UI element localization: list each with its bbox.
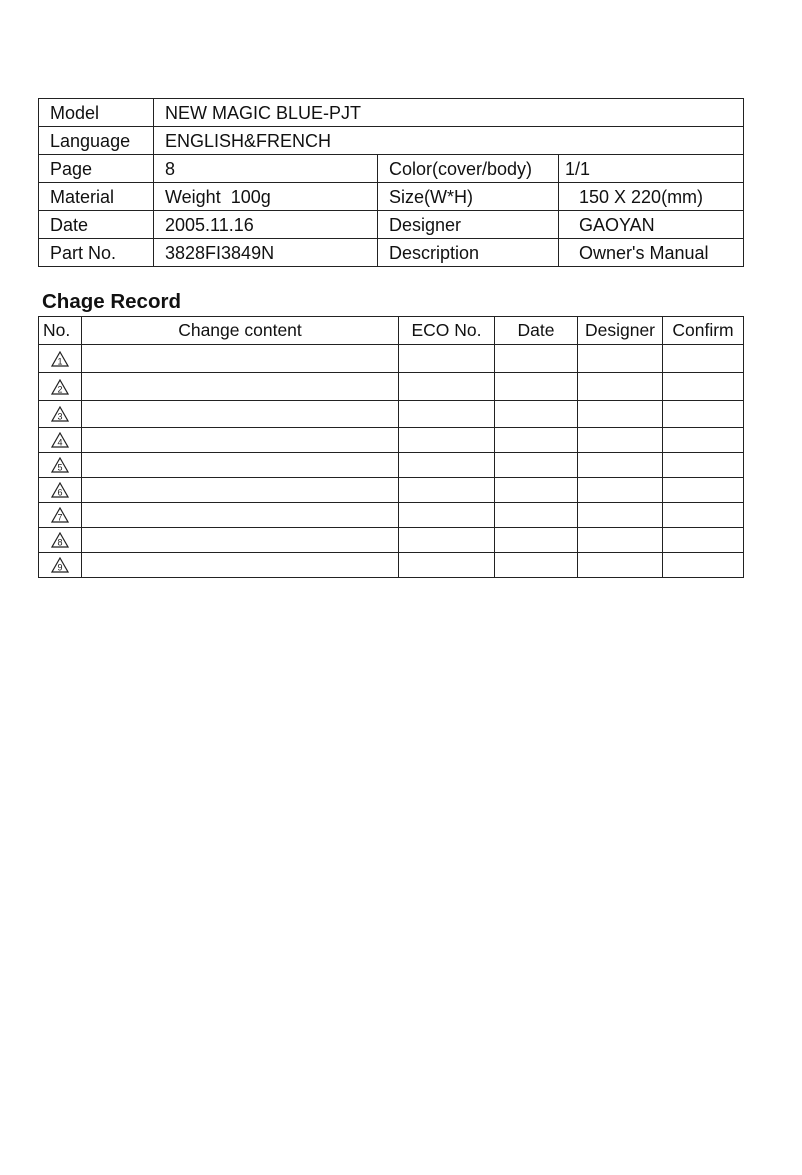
revision-number-cell (39, 478, 82, 503)
table-row (39, 453, 744, 478)
color-label: Color(cover/body) (378, 155, 559, 183)
table-row (39, 345, 744, 373)
eco-no-cell (399, 401, 495, 428)
spec-row-date (39, 211, 744, 239)
model-label: Model (39, 99, 154, 127)
eco-no-cell (399, 453, 495, 478)
language-label: Language (39, 127, 154, 155)
revision-number-cell (39, 528, 82, 553)
eco-no-cell (399, 345, 495, 373)
table-row (39, 401, 744, 428)
header-date: Date (495, 317, 578, 345)
revision-number: 2 (57, 384, 63, 394)
confirm-cell (663, 428, 744, 453)
header-eco-no: ECO No. (399, 317, 495, 345)
spec-row-part (39, 239, 744, 267)
date-cell (495, 345, 578, 373)
revision-number: 5 (57, 462, 63, 473)
date-cell (495, 453, 578, 478)
designer-cell (578, 478, 663, 503)
designer-cell (578, 373, 663, 401)
confirm-cell (663, 503, 744, 528)
revision-number: 6 (57, 487, 63, 498)
spec-table (38, 98, 744, 267)
revision-number-cell (39, 345, 82, 373)
revision-number: 4 (57, 437, 63, 448)
header-change-content: Change content (82, 317, 399, 345)
change-content-cell (82, 528, 399, 553)
change-record-body (39, 345, 744, 578)
change-content-cell (82, 345, 399, 373)
date-cell (495, 503, 578, 528)
spec-row-page (39, 155, 744, 183)
change-content-cell (82, 503, 399, 528)
eco-no-cell (399, 428, 495, 453)
spec-row-language (39, 127, 744, 155)
size-label: Size(W*H) (378, 183, 559, 211)
size-value: 150 X 220(mm) (559, 183, 744, 211)
confirm-cell (663, 401, 744, 428)
revision-triangle-icon (51, 457, 69, 473)
revision-number-cell (39, 453, 82, 478)
revision-number: 3 (57, 411, 63, 422)
table-row (39, 428, 744, 453)
revision-number-cell (39, 401, 82, 428)
eco-no-cell (399, 373, 495, 401)
designer-cell (578, 401, 663, 428)
table-row (39, 503, 744, 528)
eco-no-cell (399, 503, 495, 528)
eco-no-cell (399, 478, 495, 503)
date-cell (495, 373, 578, 401)
revision-triangle-icon (51, 557, 69, 573)
revision-number: 8 (57, 537, 63, 548)
date-value: 2005.11.16 (154, 211, 378, 239)
revision-number: 9 (57, 562, 63, 573)
eco-no-cell (399, 553, 495, 578)
revision-triangle-icon (51, 351, 69, 367)
designer-label: Designer (378, 211, 559, 239)
change-content-cell (82, 453, 399, 478)
designer-cell (578, 453, 663, 478)
confirm-cell (663, 453, 744, 478)
revision-number-cell (39, 373, 82, 401)
designer-cell (578, 553, 663, 578)
change-content-cell (82, 401, 399, 428)
header-no: No. (39, 317, 82, 345)
eco-no-cell (399, 528, 495, 553)
table-row (39, 528, 744, 553)
confirm-cell (663, 478, 744, 503)
date-label: Date (39, 211, 154, 239)
confirm-cell (663, 345, 744, 373)
revision-number: 7 (57, 512, 63, 523)
revision-triangle-icon (51, 532, 69, 548)
table-row (39, 553, 744, 578)
material-label: Material (39, 183, 154, 211)
model-value: NEW MAGIC BLUE-PJT (154, 99, 744, 127)
description-value: Owner's Manual (559, 239, 744, 267)
table-row (39, 373, 744, 401)
change-record-header-row (39, 317, 744, 345)
page-value: 8 (154, 155, 378, 183)
revision-number-cell (39, 503, 82, 528)
date-cell (495, 401, 578, 428)
spec-row-model (39, 99, 744, 127)
part-value: 3828FI3849N (154, 239, 378, 267)
change-content-cell (82, 553, 399, 578)
change-content-cell (82, 373, 399, 401)
table-row (39, 478, 744, 503)
date-cell (495, 553, 578, 578)
page-label: Page (39, 155, 154, 183)
revision-triangle-icon (51, 406, 69, 422)
date-cell (495, 478, 578, 503)
designer-cell (578, 428, 663, 453)
change-content-cell (82, 478, 399, 503)
part-label: Part No. (39, 239, 154, 267)
material-value: Weight 100g (154, 183, 378, 211)
designer-value: GAOYAN (559, 211, 744, 239)
confirm-cell (663, 553, 744, 578)
revision-triangle-icon (51, 507, 69, 523)
date-cell (495, 428, 578, 453)
revision-number-cell (39, 553, 82, 578)
designer-cell (578, 528, 663, 553)
change-record-title: Chage Record (42, 290, 181, 313)
language-value: ENGLISH&FRENCH (154, 127, 744, 155)
designer-cell (578, 345, 663, 373)
confirm-cell (663, 528, 744, 553)
revision-triangle-icon (51, 482, 69, 498)
date-cell (495, 528, 578, 553)
description-label: Description (378, 239, 559, 267)
spec-row-material (39, 183, 744, 211)
confirm-cell (663, 373, 744, 401)
designer-cell (578, 503, 663, 528)
color-value: 1/1 (559, 155, 744, 183)
revision-number: 1 (57, 356, 63, 366)
revision-number-cell (39, 428, 82, 453)
change-content-cell (82, 428, 399, 453)
header-confirm: Confirm (663, 317, 744, 345)
revision-triangle-icon (51, 379, 69, 395)
change-record-table (38, 316, 744, 578)
revision-triangle-icon (51, 432, 69, 448)
header-designer: Designer (578, 317, 663, 345)
